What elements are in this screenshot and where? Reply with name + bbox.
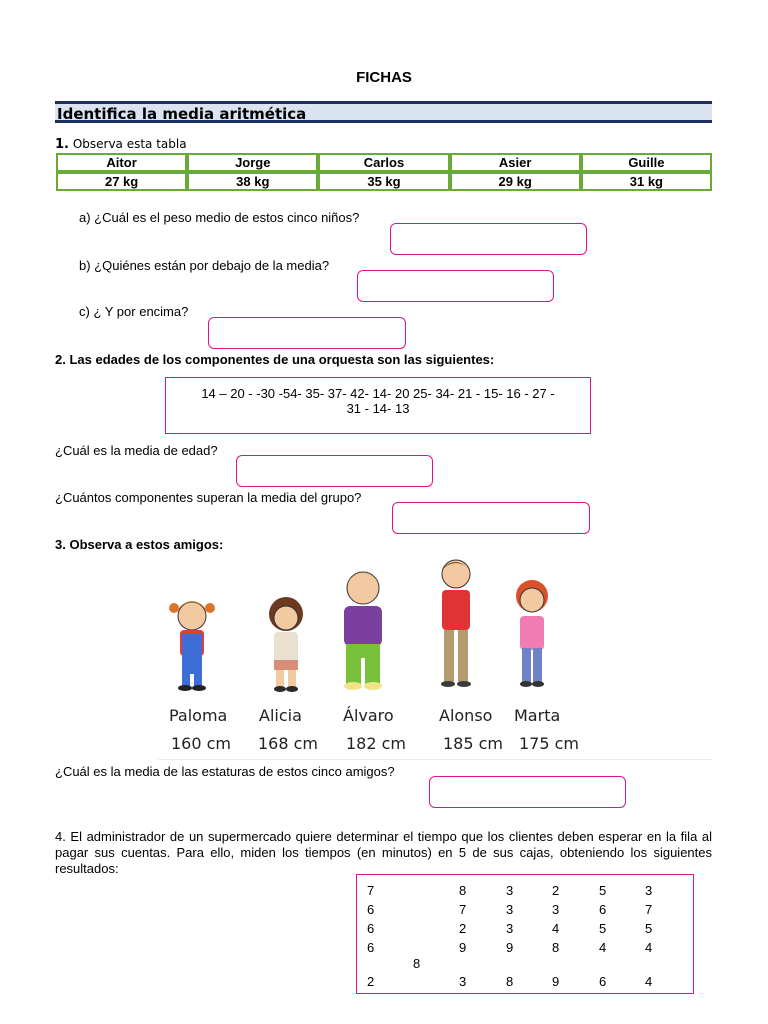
time-cell: 9 — [459, 940, 467, 955]
q2-question-1: ¿Cuál es la media de edad? — [55, 443, 218, 458]
time-cell: 7 — [645, 902, 653, 917]
friend-name: Álvaro — [343, 706, 394, 725]
ages-box — [165, 377, 591, 434]
time-cell: 8 — [552, 940, 560, 955]
q1c-answer-box[interactable] — [208, 317, 406, 349]
time-cell: 5 — [599, 921, 607, 936]
name-cell: Jorge — [187, 153, 318, 172]
time-cell: 2 — [552, 883, 560, 898]
q2-answer-box-2[interactable] — [392, 502, 590, 534]
paloma-figure — [169, 601, 215, 691]
time-cell: 6 — [367, 921, 375, 936]
time-cell: 9 — [552, 974, 560, 989]
q1b-text: b) ¿Quiénes están por debajo de la media? — [79, 258, 330, 273]
time-cell: 8 — [506, 974, 514, 989]
time-cell: 4 — [645, 974, 653, 989]
time-cell: 3 — [506, 883, 514, 898]
q2-answer-box-1[interactable] — [236, 455, 433, 487]
time-cell: 4 — [599, 940, 607, 955]
marta-figure — [516, 580, 548, 687]
weight-cell: 35 kg — [318, 172, 449, 191]
friend-name: Marta — [514, 706, 561, 725]
time-cell: 6 — [599, 902, 607, 917]
time-cell: 3 — [459, 974, 467, 989]
time-cell: 6 — [367, 902, 375, 917]
q1a-answer-box[interactable] — [390, 223, 587, 255]
alonso-figure — [441, 560, 471, 687]
weight-cell: 38 kg — [187, 172, 318, 191]
friend-name: Alicia — [259, 706, 302, 725]
alvaro-figure — [344, 572, 382, 690]
table-row — [56, 153, 712, 172]
time-cell: 3 — [506, 902, 514, 917]
q1a-text: a) ¿Cuál es el peso medio de estos cinco niños? — [79, 210, 360, 225]
time-cell: 3 — [506, 921, 514, 936]
time-cell: 5 — [645, 921, 653, 936]
name-cell: Guille — [581, 153, 712, 172]
q3-answer-box[interactable] — [429, 776, 626, 808]
time-cell: 7 — [459, 902, 467, 917]
time-cell: 3 — [645, 883, 653, 898]
q3-heading: 3. Observa a estos amigos: — [55, 537, 224, 552]
ages-line-1: 14 – 20 - -30 -54- 35- 37- 42- 14- 20 25- 34- 21 - 15- 16 - 27 - — [201, 386, 555, 401]
friend-name: Paloma — [169, 706, 228, 725]
time-cell-extra: 8 — [413, 956, 421, 971]
weight-cell: 31 kg — [581, 172, 712, 191]
q1-number: 1. — [55, 137, 69, 152]
name-cell: Aitor — [56, 153, 187, 172]
alicia-figure — [269, 597, 303, 692]
times-table — [356, 874, 694, 994]
time-cell: 6 — [599, 974, 607, 989]
q2-question-2: ¿Cuántos componentes superan la media del grupo? — [55, 490, 362, 505]
q1-intro-text: Observa esta tabla — [72, 137, 187, 151]
table-row — [56, 172, 712, 191]
friend-height: 185 cm — [443, 734, 504, 753]
q2-heading: 2. Las edades de los componentes de una orquesta son las siguientes: — [55, 352, 495, 367]
time-cell: 6 — [367, 940, 375, 955]
friend-height: 160 cm — [171, 734, 232, 753]
friends-drawing — [158, 556, 713, 701]
time-cell: 2 — [459, 921, 467, 936]
page-title: FICHAS — [356, 69, 412, 86]
friend-height: 168 cm — [258, 734, 319, 753]
section-heading — [55, 101, 712, 123]
ages-line-2: 31 - 14- 13 — [346, 401, 410, 416]
weights-table — [56, 153, 712, 191]
q3-question: ¿Cuál es la media de las estaturas de estos cinco amigos? — [55, 764, 395, 779]
time-cell: 4 — [552, 921, 560, 936]
friend-name: Alonso — [439, 706, 493, 725]
time-cell: 9 — [506, 940, 514, 955]
section-heading-text: Identifica la media aritmética — [57, 105, 307, 123]
time-cell: 4 — [645, 940, 653, 955]
q1b-answer-box[interactable] — [357, 270, 554, 302]
friend-height: 182 cm — [346, 734, 407, 753]
time-cell: 5 — [599, 883, 607, 898]
time-cell: 8 — [459, 883, 467, 898]
friends-illustration — [158, 556, 713, 760]
time-cell: 2 — [367, 974, 375, 989]
q1-intro — [55, 137, 187, 152]
weight-cell: 29 kg — [450, 172, 581, 191]
friend-height: 175 cm — [519, 734, 580, 753]
q1c-text: c) ¿ Y por encima? — [79, 304, 189, 319]
name-cell: Asier — [450, 153, 581, 172]
q4-paragraph: 4. El administrador de un supermercado quiere determinar el tiempo que los clientes deben esperar en la fila al pagar sus cuentas. Para ello, miden los tiempos (en minutos) en 5 de sus cajas, obteniendo los siguientes resultados: — [55, 829, 712, 876]
time-cell: 3 — [552, 902, 560, 917]
time-cell: 7 — [367, 883, 375, 898]
name-cell: Carlos — [318, 153, 449, 172]
weight-cell: 27 kg — [56, 172, 187, 191]
